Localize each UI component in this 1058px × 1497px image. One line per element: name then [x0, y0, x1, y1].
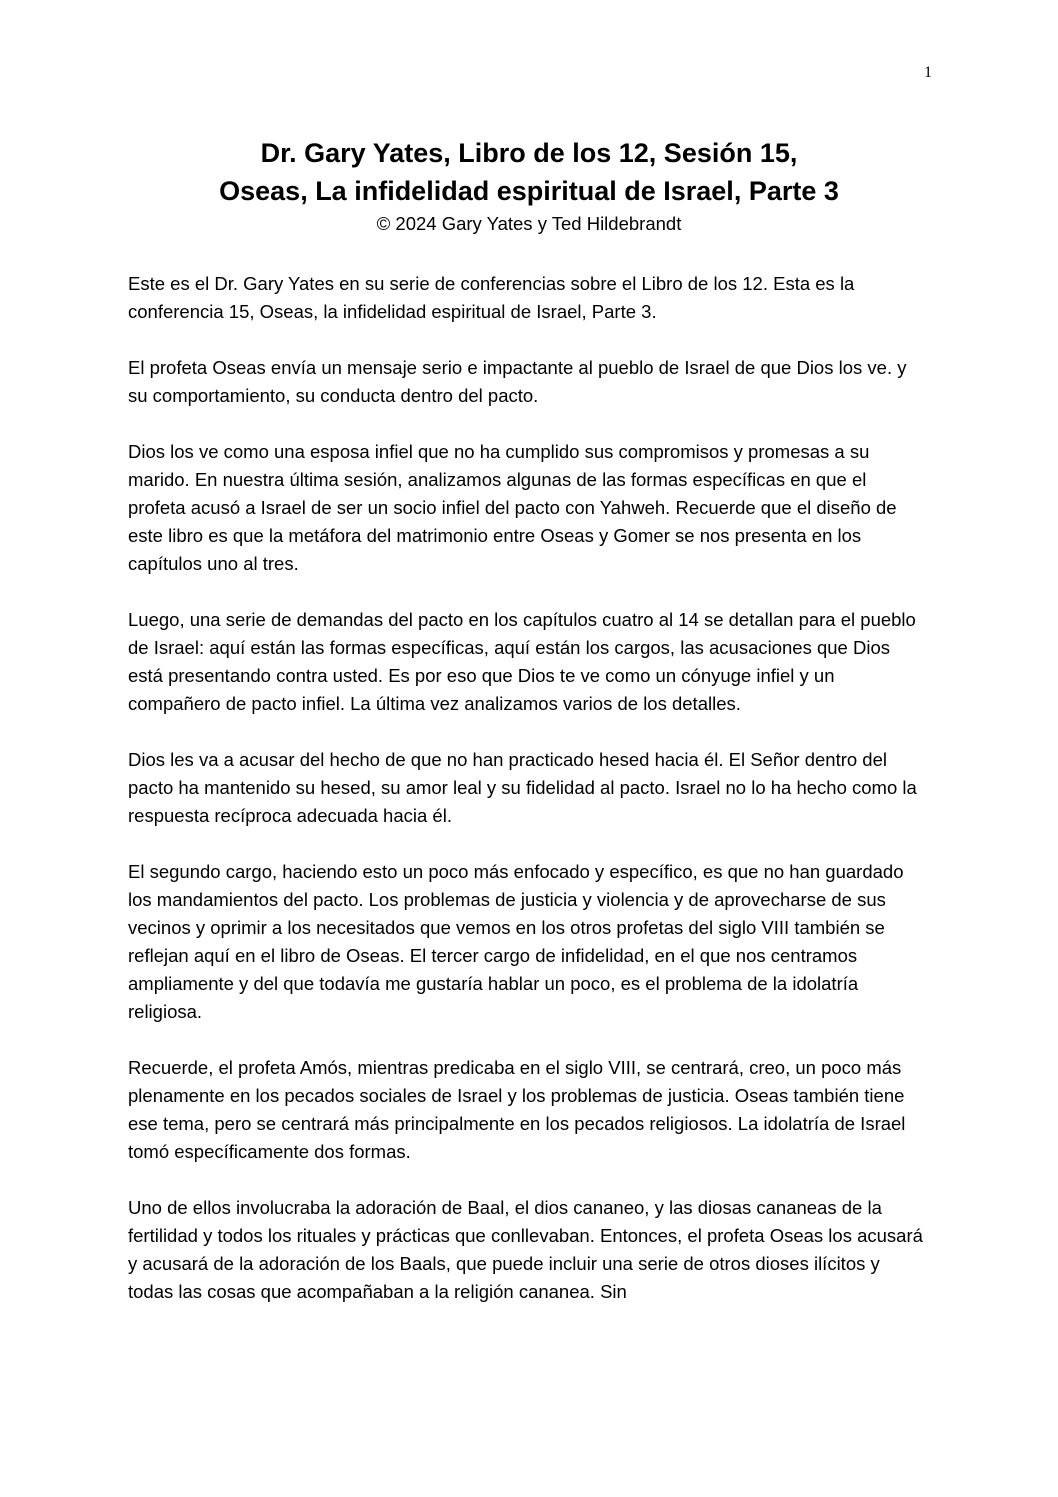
- document-header: [0, 134, 1058, 236]
- document-title-line-1: Dr. Gary Yates, Libro de los 12, Sesión 15,: [260, 138, 798, 168]
- paragraph: Luego, una serie de demandas del pacto en los capítulos cuatro al 14 se detallan para el pueblo de Israel: aquí están las formas específicas, aquí están los cargos, las acusaciones que Dios está presentando contra usted. Es por eso que Dios te ve como un cónyuge infiel y un compañero de pacto infiel. La última vez analizamos varios de los detalles.: [128, 609, 916, 714]
- paragraph: El segundo cargo, haciendo esto un poco más enfocado y específico, es que no han guardado los mandamientos del pacto. Los problemas de justicia y violencia y de aprovecharse de sus vecinos y oprimir a los necesitados que vemos en los otros profetas del siglo VIII también se reflejan aquí en el libro de Oseas. El tercer cargo de infidelidad, en el que nos centramos ampliamente y del que todavía me gustaría hablar un poco, es el problema de la idolatría religiosa.: [128, 861, 904, 1022]
- document-body: [128, 270, 928, 1334]
- copyright-notice: © 2024 Gary Yates y Ted Hildebrandt: [376, 213, 682, 234]
- paragraph: Dios los ve como una esposa infiel que no ha cumplido sus compromisos y promesas a su marido. En nuestra última sesión, analizamos algunas de las formas específicas en que el profeta acusó a Israel de ser un socio infiel del pacto con Yahweh. Recuerde que el diseño de este libro es que la metáfora del matrimonio entre Oseas y Gomer se nos presenta en los capítulos uno al tres.: [128, 441, 897, 574]
- paragraph: Este es el Dr. Gary Yates en su serie de conferencias sobre el Libro de los 12. Esta es la conferencia 15, Oseas, la infidelidad espiritual de Israel, Parte 3.: [128, 273, 855, 322]
- page-number: 1: [924, 64, 932, 81]
- paragraph: Recuerde, el profeta Amós, mientras predicaba en el siglo VIII, se centrará, creo, un poco más plenamente en los pecados sociales de Israel y los problemas de justicia. Oseas también tiene ese tema, pero se centrará más principalmente en los pecados religiosos. La idolatría de Israel tomó específicamente dos formas.: [128, 1057, 906, 1162]
- document-title-line-2: Oseas, La infidelidad espiritual de Israel, Parte 3: [219, 176, 839, 206]
- paragraph: Uno de ellos involucraba la adoración de Baal, el dios cananeo, y las diosas cananeas de la fertilidad y todos los rituales y prácticas que conllevaban. Entonces, el profeta Oseas los acusará y acusará de la adoración de los Baals, que puede incluir una serie de otros dioses ilícitos y todas las cosas que acompañaban a la religión cananea. Sin: [128, 1197, 923, 1302]
- paragraph: El profeta Oseas envía un mensaje serio e impactante al pueblo de Israel de que Dios los ve. y su comportamiento, su conducta dentro del pacto.: [128, 357, 907, 406]
- paragraph: Dios les va a acusar del hecho de que no han practicado hesed hacia él. El Señor dentro del pacto ha mantenido su hesed, su amor leal y su fidelidad al pacto. Israel no lo ha hecho como la respuesta recíproca adecuada hacia él.: [128, 749, 917, 826]
